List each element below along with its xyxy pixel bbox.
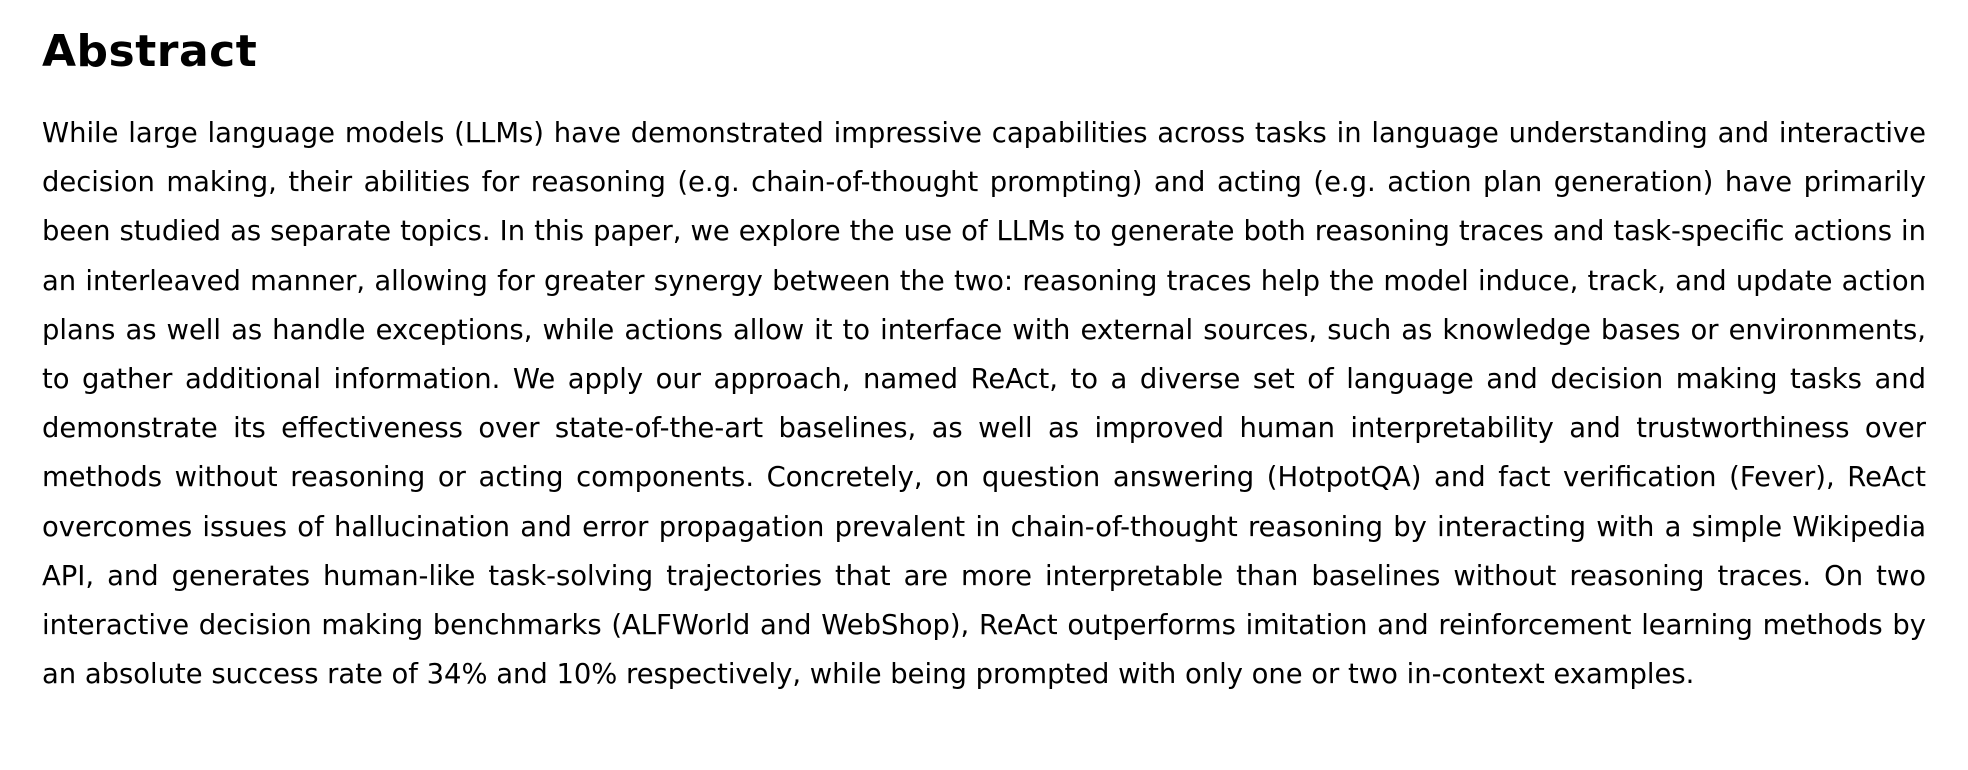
- abstract-paragraph: While large language models (LLMs) have demonstrated impressive capabilities across tasks in language understanding and interactive decision making, their abilities for reasoning (e.g. chain-of-thought prompting) and acting (e.g. action plan generation) have primarily been studied as separate topics. In this paper, we explore the use of LLMs to generate both reasoning traces and task-specific actions in an interleaved manner, allowing for greater synergy between the two: reasoning traces help the model induce, track, and update action plans as well as handle exceptions, while actions allow it to interface with external sources, such as knowledge bases or environments, to gather additional information. We apply our approach, named ReAct, to a diverse set of language and decision making tasks and demonstrate its effectiveness over state-of-the-art baselines, as well as improved human interpretability and trustworthiness over methods without reasoning or acting components. Concretely, on question answering (HotpotQA) and fact verification (Fever), ReAct overcomes issues of hallucination and error propagation prevalent in chain-of-thought reasoning by interacting with a simple Wikipedia API, and generates human-like task-solving trajectories that are more interpretable than baselines without reasoning traces. On two interactive decision making benchmarks (ALFWorld and WebShop), ReAct outperforms imitation and reinforcement learning methods by an absolute success rate of 34% and 10% respectively, while being prompted with only one or two in-context examples.: [42, 118, 1926, 691]
- section-heading: Abstract: [42, 26, 258, 77]
